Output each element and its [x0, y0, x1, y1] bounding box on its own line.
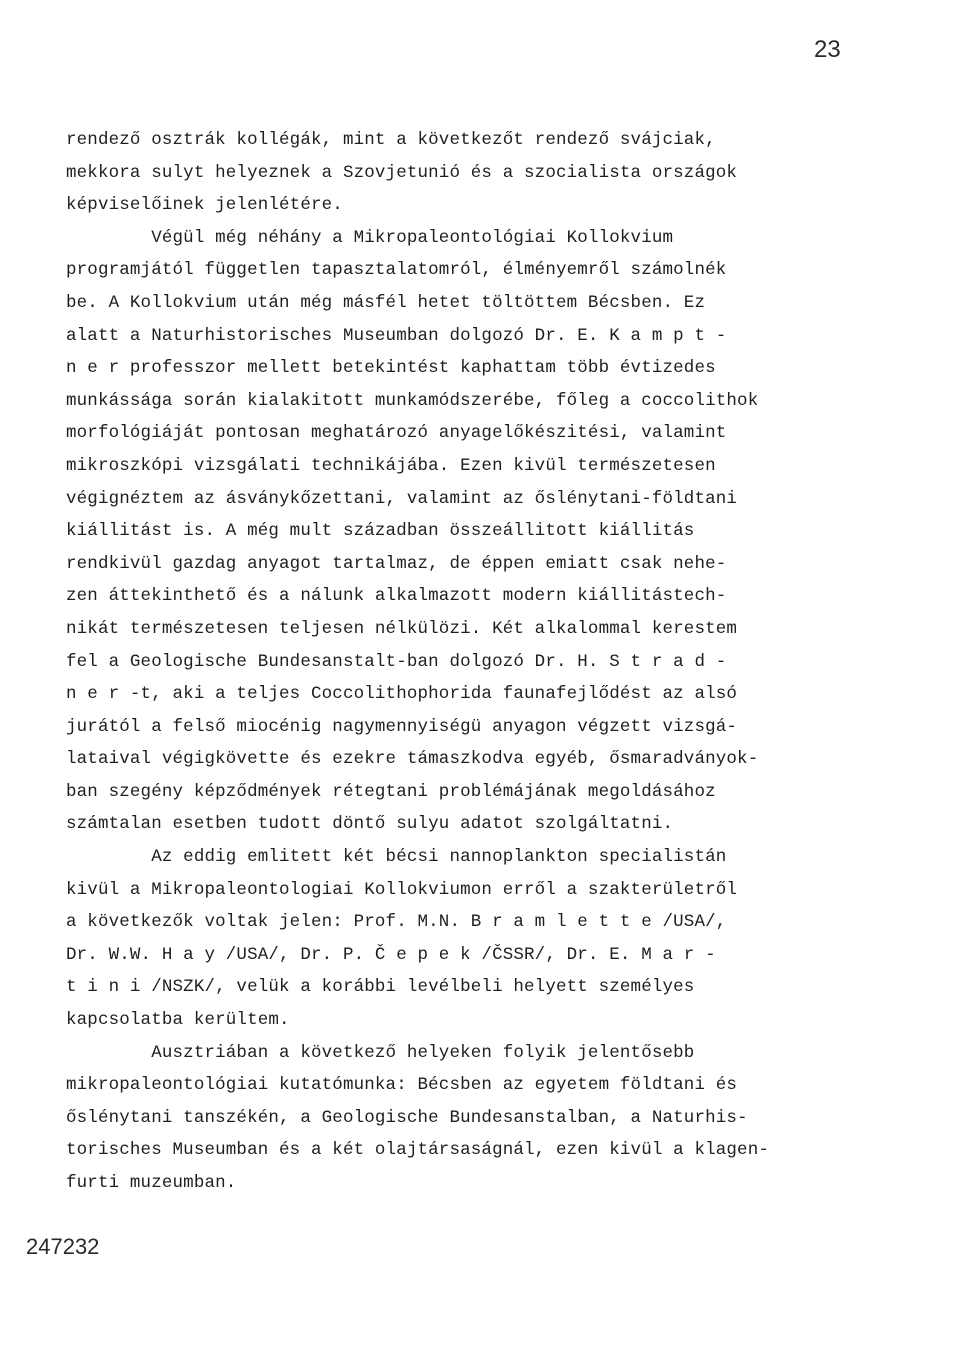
text-line: mikropaleontológiai kutatómunka: Bécsben az egyetem földtani és — [66, 1075, 738, 1096]
body-text — [66, 124, 936, 1200]
text-line: lataival végigkövette és ezekre támaszkodva egyéb, ősmaradványok- — [66, 749, 759, 770]
text-line: kapcsolatba kerültem. — [66, 1010, 290, 1031]
text-line: Az eddig emlitett két bécsi nannoplankton specialistán — [66, 847, 727, 868]
text-line: végignéztem az ásványkőzettani, valamint az őslénytani-földtani — [66, 488, 738, 509]
text-line: rendkivül gazdag anyagot tartalmaz, de éppen emiatt csak nehe- — [66, 553, 727, 574]
archive-code: 247232 — [26, 1234, 100, 1259]
text-line: furti muzeumban. — [66, 1173, 237, 1193]
text-line: n e r -t, aki a teljes Coccolithophorida faunafejlődést az alsó — [66, 684, 738, 705]
text-line: torisches Museumban és a két olajtársaságnál, ezen kivül a klagen- — [66, 1140, 770, 1161]
text-line: képviselőinek jelenlétére. — [66, 195, 343, 216]
text-line: mikroszkópi vizsgálati technikájába. Ezen kivül természetesen — [66, 455, 716, 476]
text-line: Végül még néhány a Mikropaleontológiai Kollokvium — [66, 227, 674, 248]
text-line: kiállitást is. A még mult században összeállitott kiállitás — [66, 521, 695, 542]
text-line: Ausztriában a következő helyeken folyik jelentősebb — [66, 1042, 695, 1063]
text-line: alatt a Naturhistorisches Museumban dolgozó Dr. E. K a m p t - — [66, 325, 727, 346]
text-line: zen áttekinthető és a nálunk alkalmazott modern kiállitástech- — [66, 586, 727, 607]
text-line: nikát természetesen teljesen nélkülözi. Két alkalommal kerestem — [66, 618, 738, 639]
page-number: 23 — [814, 36, 841, 63]
text-line: ban szegény képződmények rétegtani problémájának megoldásához — [66, 781, 716, 802]
text-line: rendező osztrák kollégák, mint a következőt rendező svájciak, — [66, 130, 716, 150]
text-line: fel a Geologische Bundesanstalt-ban dolgozó Dr. H. S t r a d - — [66, 651, 727, 672]
text-line: a következők voltak jelen: Prof. M.N. B r a m l e t t e /USA/, — [66, 912, 727, 933]
text-line: programjától független tapasztalatomról, élményemről számolnék — [66, 260, 727, 281]
text-line: számtalan esetben tudott döntő sulyu adatot szolgáltatni. — [66, 814, 674, 835]
text-line: jurától a felső miocénig nagymennyiségü anyagon végzett vizsgá- — [66, 716, 738, 737]
text-line: t i n i /NSZK/, velük a korábbi levélbeli helyett személyes — [66, 977, 695, 998]
text-line: munkássága során kialakitott munkamódszerébe, főleg a coccolithok — [66, 390, 759, 411]
text-line: n e r professzor mellett betekintést kaphattam több évtizedes — [66, 358, 716, 379]
text-line: be. A Kollokvium után még másfél hetet töltöttem Bécsben. Ez — [66, 292, 706, 313]
text-line: kivül a Mikropaleontologiai Kollokviumon erről a szakterületről — [66, 879, 738, 900]
text-line: őslénytani tanszékén, a Geologische Bundesanstalban, a Naturhis- — [66, 1107, 748, 1128]
text-line: Dr. W.W. H a y /USA/, Dr. P. Č e p e k /ČSSR/, Dr. E. M a r - — [66, 944, 716, 965]
text-line: mekkora sulyt helyeznek a Szovjetunió és a szocialista országok — [66, 162, 738, 183]
text-line: morfológiáját pontosan meghatározó anyagelőkészitési, valamint — [66, 423, 727, 444]
